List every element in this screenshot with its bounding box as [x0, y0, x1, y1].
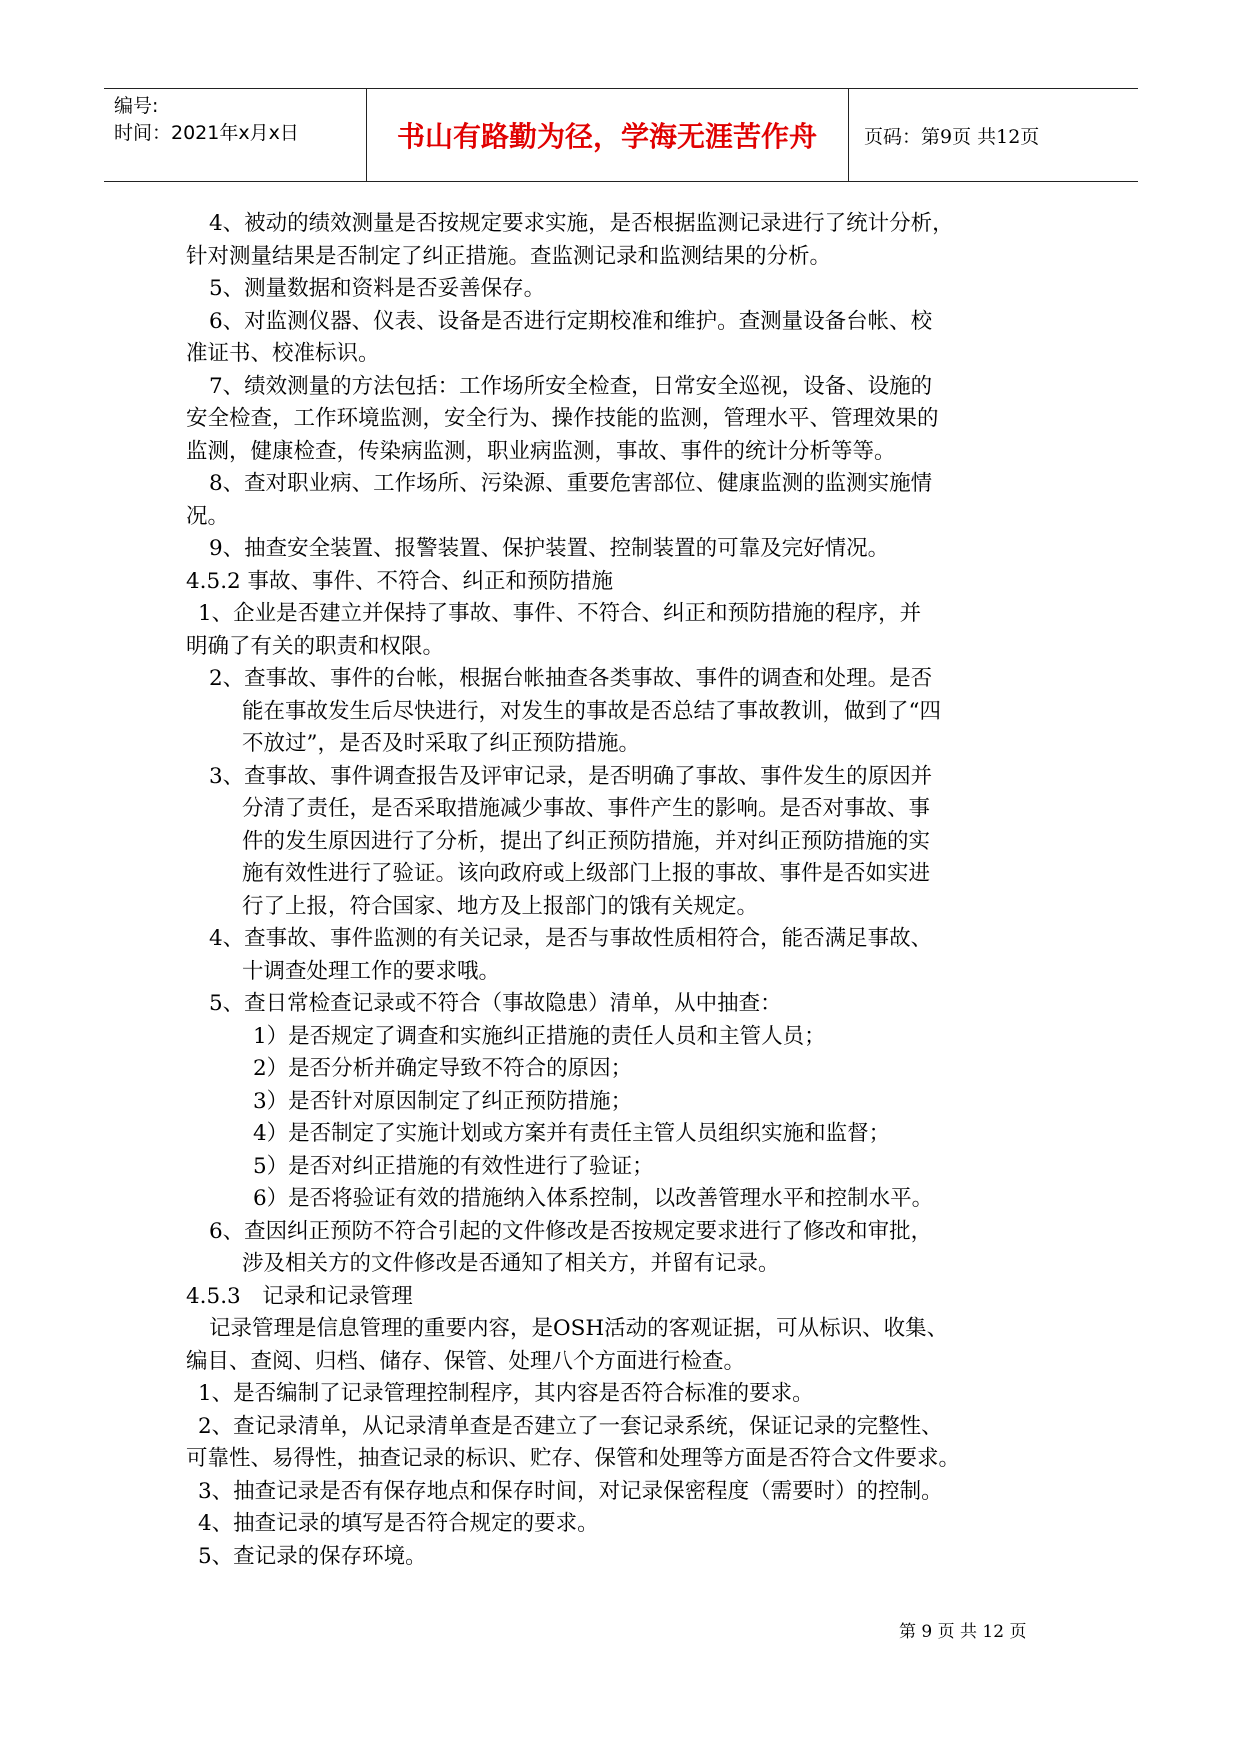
- document-date-label: 时间：2021年x月x日: [114, 122, 299, 144]
- text-line: 施有效性进行了验证。该向政府或上级部门上报的事故、事件是否如实进: [242, 861, 931, 886]
- header-left: [114, 93, 299, 147]
- text-line: 5、查记录的保存环境。: [198, 1543, 427, 1569]
- document-number-label: 编号:: [114, 95, 159, 117]
- text-line: 十调查处理工作的要求哦。: [242, 958, 501, 984]
- text-line: 8、查对职业病、工作场所、污染源、重要危害部位、健康监测的监测实施情: [209, 471, 933, 496]
- text-line: 针对测量结果是否制定了纠正措施。查监测记录和监测结果的分析。: [186, 243, 832, 269]
- text-line: 2、查记录清单，从记录清单查是否建立了一套记录系统，保证记录的完整性、: [198, 1413, 943, 1439]
- text-line: 1、企业是否建立并保持了事故、事件、不符合、纠正和预防措施的程序，并: [198, 601, 922, 626]
- text-line: 4、查事故、事件监测的有关记录，是否与事故性质相符合，能否满足事故、: [209, 926, 933, 951]
- text-line: 5）是否对纠正措施的有效性进行了验证；: [253, 1153, 654, 1179]
- section-heading: 4.5.2 事故、事件、不符合、纠正和预防措施: [186, 568, 614, 594]
- section-heading: 4.5.3 记录和记录管理: [186, 1283, 413, 1309]
- text-line: 可靠性、易得性，抽查记录的标识、贮存、保管和处理等方面是否符合文件要求。: [186, 1446, 961, 1471]
- text-line: 7、绩效测量的方法包括：工作场所安全检查，日常安全巡视，设备、设施的: [209, 373, 933, 399]
- text-line: 4）是否制定了实施计划或方案并有责任主管人员组织实施和监督；: [253, 1121, 891, 1146]
- page-footer: 第 9 页 共 12 页: [899, 1622, 1027, 1642]
- text-line: 5、查日常检查记录或不符合（事故隐患）清单，从中抽查：: [209, 991, 782, 1016]
- text-line: 记录管理是信息管理的重要内容，是OSH活动的客观证据，可从标识、收集、: [209, 1316, 949, 1341]
- text-line: 1、是否编制了记录管理控制程序，其内容是否符合标准的要求。: [198, 1381, 814, 1406]
- text-line: 2、查事故、事件的台帐，根据台帐抽查各类事故、事件的调查和处理。是否: [209, 666, 933, 691]
- text-line: 3、查事故、事件调查报告及评审记录，是否明确了事故、事件发生的原因并: [209, 763, 933, 789]
- page-header: [104, 88, 1138, 182]
- text-line: 4、被动的绩效测量是否按规定要求实施，是否根据监测记录进行了统计分析，: [209, 211, 954, 236]
- text-line: 3、抽查记录是否有保存地点和保存时间，对记录保密程度（需要时）的控制。: [198, 1478, 943, 1504]
- text-line: 能在事故发生后尽快进行，对发生的事故是否总结了事故教训，做到了“四: [242, 698, 941, 724]
- text-line: 9、抽查安全装置、报警装置、保护装置、控制装置的可靠及完好情况。: [209, 536, 890, 561]
- text-line: 件的发生原因进行了分析，提出了纠正预防措施，并对纠正预防措施的实: [242, 828, 931, 854]
- text-line: 2）是否分析并确定导致不符合的原因；: [253, 1056, 633, 1081]
- header-divider: [848, 89, 849, 181]
- text-line: 明确了有关的职责和权限。: [186, 633, 445, 659]
- header-page-label: 页码：第9页 共12页: [864, 125, 1040, 148]
- text-line: 监测，健康检查，传染病监测，职业病监测，事故、事件的统计分析等等。: [186, 438, 896, 464]
- text-line: 行了上报，符合国家、地方及上报部门的饿有关规定。: [242, 893, 759, 919]
- text-line: 6、查因纠正预防不符合引起的文件修改是否按规定要求进行了修改和审批，: [209, 1218, 933, 1244]
- text-line: 况。: [186, 503, 230, 529]
- text-line: 5、测量数据和资料是否妥善保存。: [209, 276, 546, 301]
- text-line: 编目、查阅、归档、储存、保管、处理八个方面进行检查。: [186, 1348, 746, 1374]
- text-line: 准证书、校准标识。: [186, 341, 380, 366]
- text-line: 3）是否针对原因制定了纠正预防措施；: [253, 1088, 633, 1114]
- text-line: 6）是否将验证有效的措施纳入体系控制，以改善管理水平和控制水平。: [253, 1186, 934, 1211]
- text-line: 1）是否规定了调查和实施纠正措施的责任人员和主管人员；: [253, 1023, 826, 1049]
- text-line: 6、对监测仪器、仪表、设备是否进行定期校准和维护。查测量设备台帐、校: [209, 308, 933, 334]
- text-line: 分清了责任，是否采取措施减少事故、事件产生的影响。是否对事故、事: [242, 796, 931, 821]
- text-line: 涉及相关方的文件修改是否通知了相关方，并留有记录。: [242, 1251, 780, 1276]
- text-line: 安全检查，工作环境监测，安全行为、操作技能的监测，管理水平、管理效果的: [186, 406, 939, 431]
- text-line: 4、抽查记录的填写是否符合规定的要求。: [198, 1511, 599, 1536]
- header-motto: 书山有路勤为径，学海无涯苦作舟: [396, 120, 817, 153]
- text-line: 不放过”，是否及时采取了纠正预防措施。: [242, 731, 640, 756]
